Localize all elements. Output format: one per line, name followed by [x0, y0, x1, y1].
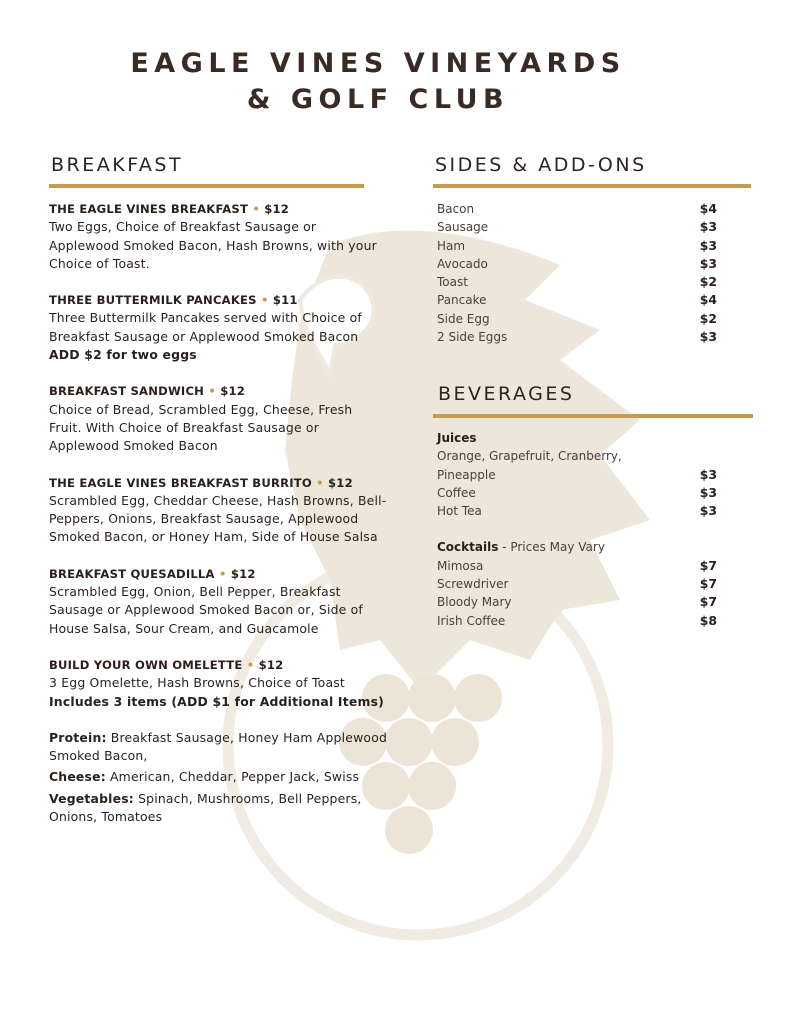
item-price: $12: [258, 657, 284, 672]
item-price: $12: [264, 202, 290, 216]
menu-item: [49, 656, 389, 711]
drink-price: $3: [699, 466, 717, 482]
drink-name: Hot Tea: [437, 504, 482, 519]
side-price: $3: [699, 329, 717, 345]
option-value: Spinach, Mushrooms, Bell Peppers, Onions, Tomatoes: [49, 790, 362, 825]
drink-price: $3: [699, 484, 717, 500]
item-description: Two Eggs, Choice of Breakfast Sausage or Applewood Smoked Bacon, Hash Browns, with your Choice of Toast.: [49, 219, 377, 271]
item-description: Three Buttermilk Pancakes served with Choice of Breakfast Sausage or Applewood Smoked Bacon: [49, 310, 362, 344]
cocktail-price: $7: [699, 576, 717, 592]
item-description: Choice of Bread, Scrambled Egg, Cheese, Fresh Fruit. With Choice of Breakfast Sausage or Applewood Smoked Bacon: [49, 401, 353, 454]
option-label: Protein:: [49, 729, 107, 745]
item-description: Scrambled Egg, Cheddar Cheese, Hash Browns, Bell-Peppers, Onions, Breakfast Sausage, Applewood Smoked Bacon, or Honey Ham, Side of House Salsa: [49, 492, 387, 545]
menu-item: [49, 291, 389, 364]
option-label: Vegetables:: [49, 790, 134, 806]
drink-price: $3: [699, 503, 717, 519]
side-item-row: [437, 218, 717, 236]
cocktail-row: [437, 612, 717, 630]
cocktail-price: $7: [699, 594, 717, 610]
item-name: BREAKFAST QUESADILLA: [49, 566, 215, 581]
item-name: THE EAGLE VINES BREAKFAST: [49, 202, 249, 216]
juices-label: Juices: [437, 431, 477, 445]
side-name: Toast: [437, 275, 468, 290]
menu-item: [49, 474, 389, 547]
drink-row: [437, 484, 717, 502]
sides-rule: [433, 184, 751, 188]
drink-row: [437, 466, 717, 484]
side-name: 2 Side Eggs: [437, 330, 508, 345]
item-price: $12: [220, 384, 245, 399]
drink-name: Coffee: [437, 485, 476, 500]
cocktail-name: Bloody Mary: [437, 595, 512, 610]
beverages-list: [437, 429, 717, 630]
separator-dot: •: [252, 202, 260, 216]
omelette-vegetables: [49, 790, 389, 827]
cocktail-row: [437, 557, 717, 575]
side-price: $4: [699, 201, 717, 216]
item-extra: ADD $2 for two eggs: [49, 347, 197, 363]
item-extra: Includes 3 items (ADD $1 for Additional Items): [49, 693, 385, 709]
side-price: $3: [699, 219, 717, 235]
item-price: $12: [328, 475, 353, 490]
side-item-row: [437, 291, 717, 309]
option-value: American, Cheddar, Pepper Jack, Swiss: [110, 769, 360, 785]
sides-list: [437, 200, 717, 346]
side-name: Side Egg: [437, 311, 490, 326]
omelette-protein: [49, 729, 389, 766]
item-name: BREAKFAST SANDWICH: [49, 384, 205, 399]
cocktail-price: $7: [699, 557, 717, 573]
menu-item: [49, 200, 389, 273]
beverages-rule: [433, 414, 753, 418]
breakfast-heading: BREAKFAST: [51, 154, 184, 176]
menu-item: [49, 382, 389, 455]
side-name: Bacon: [437, 202, 475, 216]
item-name: BUILD YOUR OWN OMELETTE: [49, 657, 243, 672]
title-line-1: EAGLE VINES VINEYARDS: [130, 48, 626, 79]
cocktail-row: [437, 575, 717, 593]
separator-dot: •: [260, 293, 269, 308]
cocktails-header: [437, 538, 717, 556]
side-item-row: [437, 310, 717, 328]
menu-item: [49, 565, 389, 638]
cocktail-price: $8: [699, 612, 717, 628]
cocktail-name: Irish Coffee: [437, 613, 506, 628]
item-description: Scrambled Egg, Onion, Bell Pepper, Breakfast Sausage or Applewood Smoked Bacon or, Side of House Salsa, Sour Cream, and Guacamole: [49, 584, 363, 636]
breakfast-list: [49, 200, 389, 829]
separator-dot: •: [316, 475, 324, 490]
juices-options: Orange, Grapefruit, Cranberry,: [437, 449, 622, 464]
item-price: $11: [272, 293, 298, 308]
restaurant-title: [0, 46, 756, 118]
side-price: $3: [699, 255, 717, 271]
item-name: THE EAGLE VINES BREAKFAST BURRITO: [49, 475, 312, 490]
item-name: THREE BUTTERMILK PANCAKES: [49, 293, 257, 308]
item-description: 3 Egg Omelette, Hash Browns, Choice of Toast: [49, 675, 345, 691]
separator-dot: •: [208, 384, 216, 399]
breakfast-rule: [49, 184, 364, 188]
side-name: Avocado: [437, 256, 488, 271]
side-item-row: [437, 237, 717, 255]
side-price: $3: [699, 237, 717, 253]
item-price: $12: [230, 566, 256, 581]
side-price: $2: [699, 310, 717, 326]
side-item-row: [437, 328, 717, 346]
sides-heading: SIDES & ADD-ONS: [435, 154, 647, 176]
cocktails-note: - Prices May Vary: [498, 540, 605, 555]
beverages-heading: BEVERAGES: [438, 383, 575, 405]
side-item-row: [437, 200, 717, 218]
side-name: Sausage: [437, 220, 489, 235]
side-item-row: [437, 273, 717, 291]
side-name: Pancake: [437, 293, 487, 308]
side-price: $4: [699, 292, 717, 308]
option-value: Breakfast Sausage, Honey Ham Applewood Smoked Bacon,: [49, 729, 388, 764]
omelette-cheese: [49, 768, 389, 786]
cocktails-label: Cocktails: [437, 540, 499, 555]
side-price: $2: [699, 274, 717, 290]
drink-name: Pineapple: [437, 467, 496, 482]
side-name: Ham: [437, 238, 466, 253]
title-line-2: & GOLF CLUB: [246, 84, 510, 115]
cocktail-row: [437, 593, 717, 611]
cocktail-name: Screwdriver: [437, 577, 509, 592]
side-item-row: [437, 255, 717, 273]
option-label: Cheese:: [49, 769, 106, 785]
separator-dot: •: [246, 657, 255, 672]
cocktail-name: Mimosa: [437, 558, 484, 573]
drink-row: [437, 502, 717, 520]
separator-dot: •: [218, 566, 227, 581]
